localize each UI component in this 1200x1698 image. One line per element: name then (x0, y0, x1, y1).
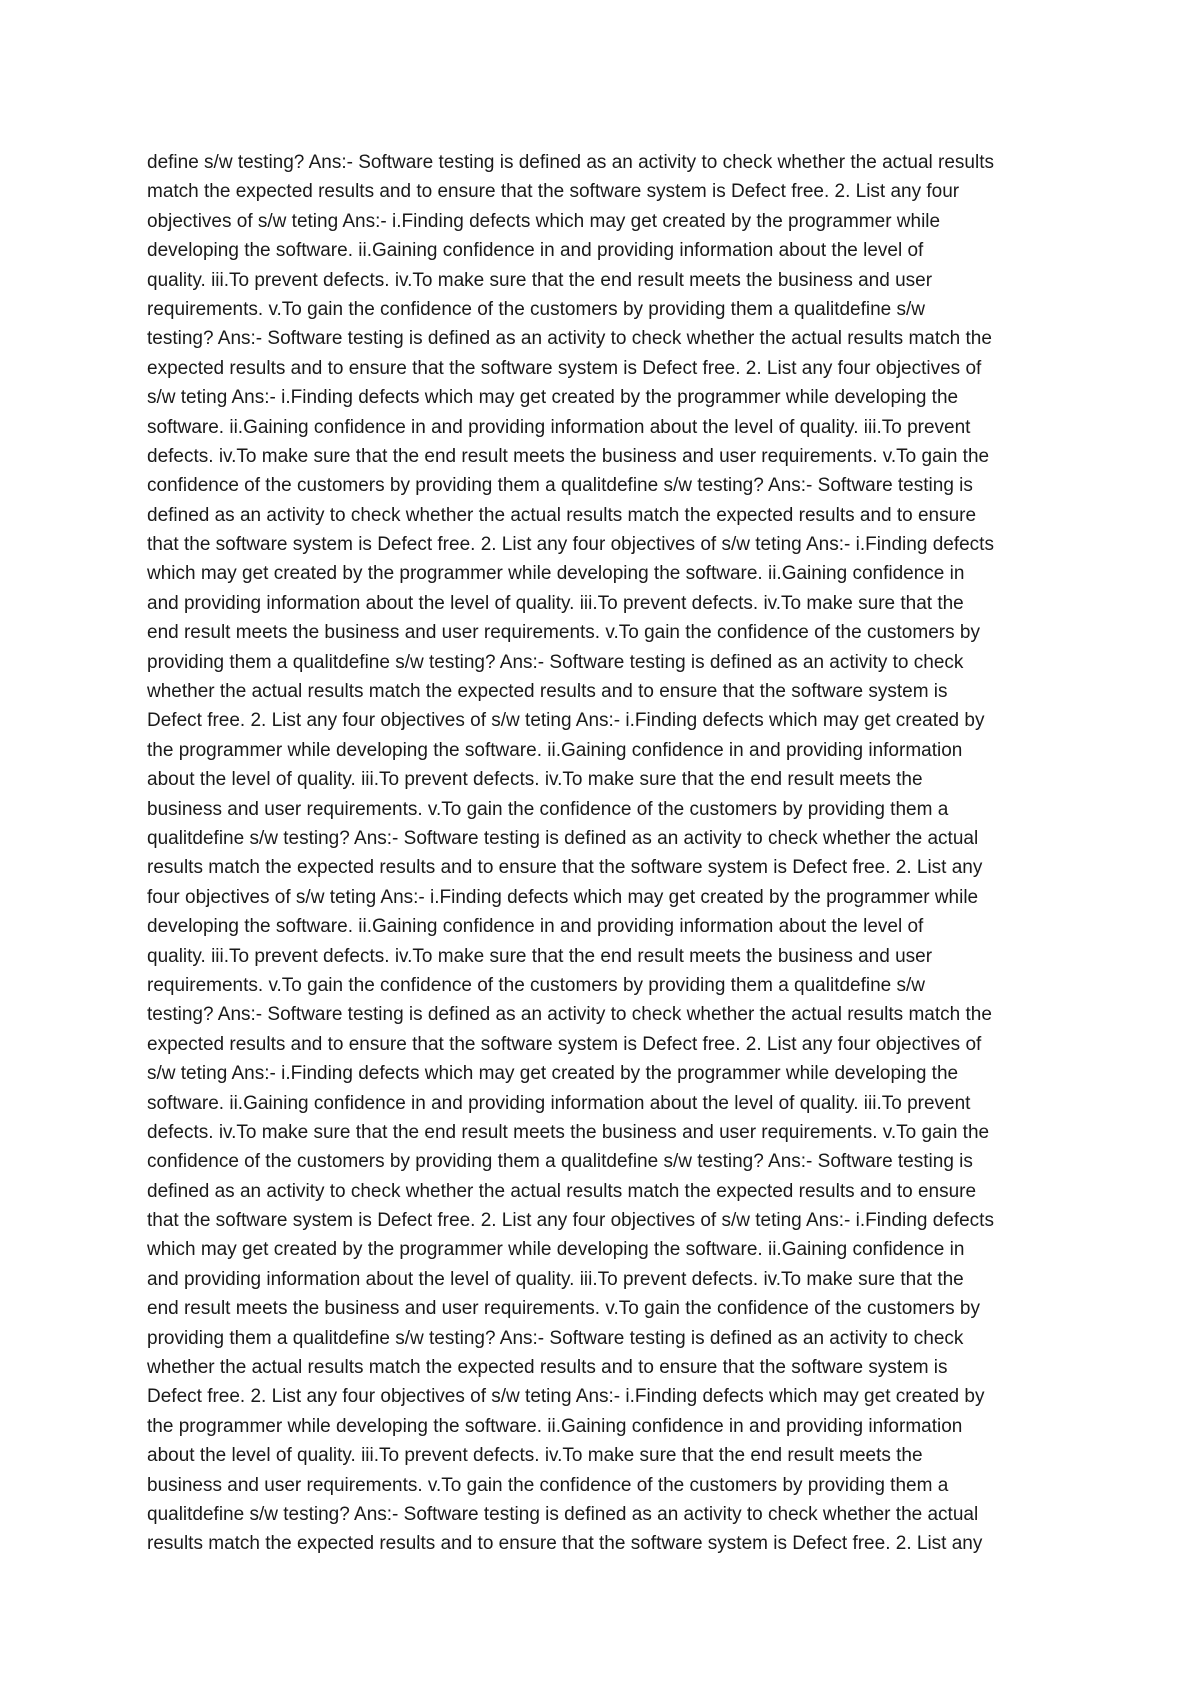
text-line: that the software system is Defect free. 2. List any four objectives of s/w teting Ans:- i.Finding defects (147, 534, 994, 556)
text-line: s/w teting Ans:- i.Finding defects which may get created by the programmer while developing the (147, 1063, 959, 1085)
text-line: results match the expected results and to ensure that the software system is Defect free. 2. List any (147, 857, 983, 879)
text-line: the programmer while developing the software. ii.Gaining confidence in and providing information (147, 1415, 963, 1437)
text-line: about the level of quality. iii.To prevent defects. iv.To make sure that the end result meets the (147, 1445, 923, 1467)
text-line: s/w teting Ans:- i.Finding defects which may get created by the programmer while developing the (147, 387, 959, 409)
text-line: defects. iv.To make sure that the end result meets the business and user requirements. v.To gain the (147, 445, 990, 467)
text-line: testing? Ans:- Software testing is defined as an activity to check whether the actual results match the (147, 328, 992, 350)
text-line: expected results and to ensure that the software system is Defect free. 2. List any four objectives of (147, 357, 982, 379)
text-line: defects. iv.To make sure that the end result meets the business and user requirements. v.To gain the (147, 1121, 990, 1143)
text-line: business and user requirements. v.To gain the confidence of the customers by providing them a (147, 798, 949, 820)
text-line: expected results and to ensure that the software system is Defect free. 2. List any four objectives of (147, 1033, 982, 1055)
text-line: confidence of the customers by providing them a qualitdefine s/w testing? Ans:- Software testing is (147, 1151, 973, 1173)
text-line: which may get created by the programmer while developing the software. ii.Gaining confidence in (147, 1239, 965, 1261)
text-line: quality. iii.To prevent defects. iv.To make sure that the end result meets the business and user (147, 945, 933, 967)
text-line: requirements. v.To gain the confidence of the customers by providing them a qualitdefine s/w (147, 974, 926, 996)
text-line: Defect free. 2. List any four objectives of s/w teting Ans:- i.Finding defects which may get created by (147, 1386, 985, 1408)
text-line: whether the actual results match the expected results and to ensure that the software system is (147, 1357, 948, 1379)
text-line: developing the software. ii.Gaining confidence in and providing information about the level of (147, 240, 924, 262)
text-line: and providing information about the level of quality. iii.To prevent defects. iv.To make sure that the (147, 592, 964, 614)
text-line: software. ii.Gaining confidence in and providing information about the level of quality. iii.To prevent (147, 416, 971, 438)
text-line: requirements. v.To gain the confidence of the customers by providing them a qualitdefine s/w (147, 298, 926, 320)
text-line: developing the software. ii.Gaining confidence in and providing information about the level of (147, 916, 924, 938)
text-line: confidence of the customers by providing them a qualitdefine s/w testing? Ans:- Software testing is (147, 475, 973, 497)
text-line: Defect free. 2. List any four objectives of s/w teting Ans:- i.Finding defects which may get created by (147, 710, 985, 732)
text-line: defined as an activity to check whether the actual results match the expected results and to ensure (147, 1180, 977, 1202)
text-line: and providing information about the level of quality. iii.To prevent defects. iv.To make sure that the (147, 1268, 964, 1290)
text-line: which may get created by the programmer while developing the software. ii.Gaining confidence in (147, 563, 965, 585)
body-text (147, 148, 994, 1559)
text-line: providing them a qualitdefine s/w testing? Ans:- Software testing is defined as an activity to check (147, 651, 964, 673)
text-line: end result meets the business and user requirements. v.To gain the confidence of the customers by (147, 1298, 980, 1320)
text-line: software. ii.Gaining confidence in and providing information about the level of quality. iii.To prevent (147, 1092, 971, 1114)
text-line: defined as an activity to check whether the actual results match the expected results and to ensure (147, 504, 977, 526)
text-line: quality. iii.To prevent defects. iv.To make sure that the end result meets the business and user (147, 269, 933, 291)
text-line: qualitdefine s/w testing? Ans:- Software testing is defined as an activity to check whether the actual (147, 827, 979, 849)
text-line: testing? Ans:- Software testing is defined as an activity to check whether the actual results match the (147, 1004, 992, 1026)
text-line: match the expected results and to ensure that the software system is Defect free. 2. List any four (147, 181, 960, 203)
text-line: define s/w testing? Ans:- Software testing is defined as an activity to check whether the actual results (147, 152, 995, 173)
text-line: four objectives of s/w teting Ans:- i.Finding defects which may get created by the programmer while (147, 886, 979, 908)
text-line: about the level of quality. iii.To prevent defects. iv.To make sure that the end result meets the (147, 769, 923, 791)
text-line: that the software system is Defect free. 2. List any four objectives of s/w teting Ans:- i.Finding defects (147, 1210, 994, 1232)
text-line: objectives of s/w teting Ans:- i.Finding defects which may get created by the programmer while (147, 210, 941, 232)
text-line: end result meets the business and user requirements. v.To gain the confidence of the customers by (147, 622, 980, 644)
text-line: the programmer while developing the software. ii.Gaining confidence in and providing information (147, 739, 963, 761)
text-line: qualitdefine s/w testing? Ans:- Software testing is defined as an activity to check whether the actual (147, 1503, 979, 1525)
text-line: whether the actual results match the expected results and to ensure that the software system is (147, 681, 948, 703)
text-line: providing them a qualitdefine s/w testing? Ans:- Software testing is defined as an activity to check (147, 1327, 964, 1349)
text-line: business and user requirements. v.To gain the confidence of the customers by providing them a (147, 1474, 949, 1496)
text-line: results match the expected results and to ensure that the software system is Defect free. 2. List any (147, 1533, 983, 1555)
